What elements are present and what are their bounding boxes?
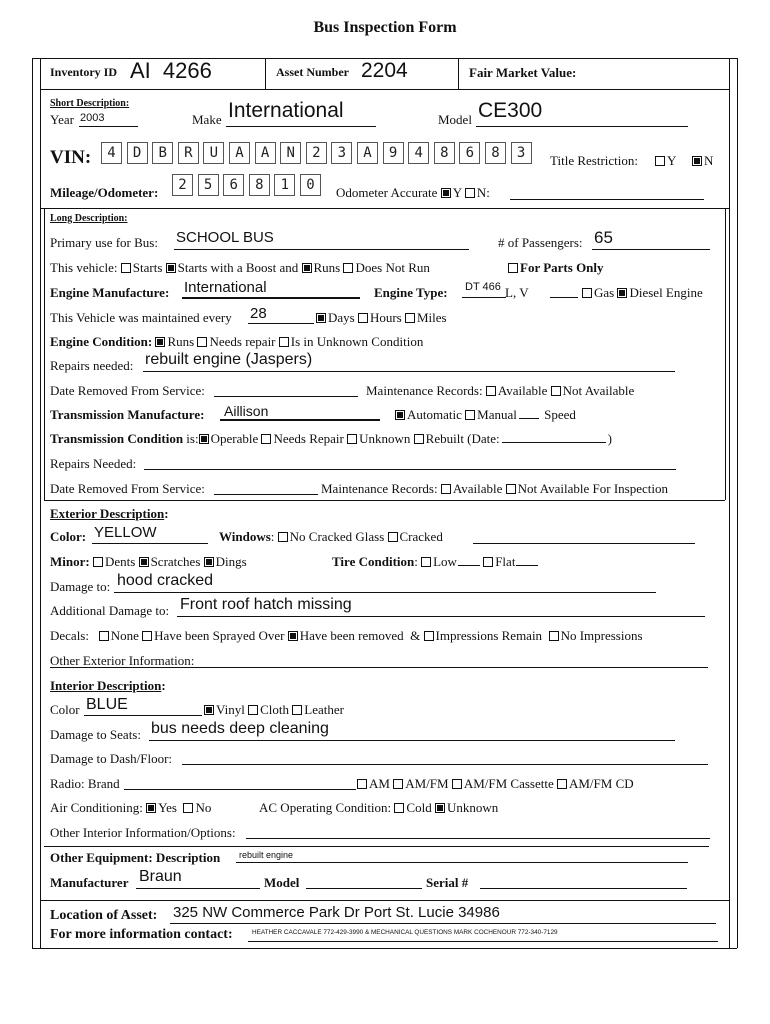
engine-manufacture-label: Engine Manufacture:	[50, 285, 170, 300]
odometer-digit-box: 6	[223, 174, 244, 196]
additional-damage-label: Additional Damage to:	[50, 603, 170, 618]
decals-none-checkbox[interactable]	[99, 631, 109, 641]
interior-color-line	[84, 715, 202, 716]
ac-unknown-checkbox[interactable]	[435, 803, 445, 813]
impressions-remain-checkbox[interactable]	[424, 631, 434, 641]
windows-row: Windows: No Cracked Glass Cracked	[219, 529, 443, 544]
damage-to-line	[114, 592, 656, 593]
vin-char-box: 6	[459, 142, 480, 164]
asset-number-label: Asset Number	[276, 65, 349, 79]
air-conditioning-row: Air Conditioning: Yes No	[50, 800, 212, 815]
no-cracked-glass-checkbox[interactable]	[278, 532, 288, 542]
maintained-units: Days Hours Miles	[316, 310, 447, 326]
damage-to-label: Damage to:	[50, 579, 111, 594]
contact-label: For more information contact:	[50, 927, 233, 942]
make-line	[226, 126, 376, 127]
inventory-id-label: Inventory ID	[50, 65, 118, 79]
damage-to-seats-label: Damage to Seats:	[50, 727, 141, 742]
hours-checkbox[interactable]	[358, 313, 368, 323]
records-available-checkbox[interactable]	[486, 386, 496, 396]
primary-use-label: Primary use for Bus:	[50, 235, 158, 250]
cracked-checkbox[interactable]	[388, 532, 398, 542]
year-value: 2003	[80, 112, 105, 124]
asset-number-value: 2204	[361, 59, 408, 82]
contact-value: HEATHER CACCAVALE 772-429-3990 & MECHANICAL QUESTIONS MARK COCHENOUR 772-340-7129	[252, 929, 558, 936]
repairs-needed-label: Repairs needed:	[50, 358, 134, 373]
passengers-value: 65	[594, 228, 613, 247]
vin-char-box: 2	[306, 142, 327, 164]
records-2-not-available-checkbox[interactable]	[506, 484, 516, 494]
repairs-needed-2-line	[144, 469, 676, 470]
cloth-checkbox[interactable]	[248, 705, 258, 715]
engine-unknown-checkbox[interactable]	[279, 337, 289, 347]
date-removed-2-label: Date Removed From Service:	[50, 481, 205, 496]
title-restriction-n-checkbox[interactable]	[692, 156, 702, 166]
vin-char-box: 3	[331, 142, 352, 164]
maintenance-records-2-row: Maintenance Records: Available Not Available For Inspection	[321, 481, 668, 496]
odometer-digit-box: 0	[300, 174, 321, 196]
damage-to-seats-line	[149, 740, 675, 741]
amfm-cassette-checkbox[interactable]	[452, 779, 462, 789]
header-div-2	[458, 58, 459, 89]
title-restriction-y[interactable]: Y	[655, 153, 676, 169]
interior-color-label: Color	[50, 702, 80, 717]
model-line	[476, 126, 688, 127]
engine-manufacture-value: International	[184, 279, 267, 296]
primary-use-line	[174, 249, 469, 250]
passengers-label: # of Passengers:	[498, 235, 583, 250]
automatic-checkbox[interactable]	[395, 410, 405, 420]
serial-line	[480, 888, 687, 889]
long-description-heading: Long Description:	[50, 213, 128, 224]
transmission-condition-row: Transmission Condition is: Operable Needs Repair Unknown Rebuilt (Date: )	[50, 431, 613, 446]
maintained-value: 28	[250, 305, 267, 322]
other-interior-line	[246, 838, 710, 839]
maintained-line	[248, 323, 314, 324]
year-line	[79, 126, 138, 127]
other-equipment-value: rebuilt engine	[239, 850, 294, 860]
decals-sprayed-checkbox[interactable]	[142, 631, 152, 641]
title-restriction-y-checkbox[interactable]	[655, 156, 665, 166]
manufacturer-line	[136, 888, 260, 889]
other-equipment-label: Other Equipment: Description	[50, 850, 221, 865]
vin-char-box: A	[229, 142, 250, 164]
diesel-checkbox[interactable]	[617, 288, 627, 298]
ac-no-checkbox[interactable]	[183, 803, 193, 813]
days-checkbox[interactable]	[316, 313, 326, 323]
location-label: Location of Asset:	[50, 908, 158, 923]
inventory-id-value: AI 4266	[130, 58, 212, 83]
transmission-manufacture-value: Aillison	[224, 403, 269, 419]
cracked-line	[473, 543, 695, 544]
repairs-needed-2-label: Repairs Needed:	[50, 456, 137, 471]
frame-left-inner	[40, 58, 41, 948]
trans-needs-repair-checkbox[interactable]	[261, 434, 271, 444]
date-removed-label: Date Removed From Service:	[50, 383, 205, 398]
header-bottom	[40, 89, 729, 90]
operable-checkbox[interactable]	[199, 434, 209, 444]
equip-bottom	[40, 900, 729, 901]
vehicle-status-row: This vehicle: Starts Starts with a Boost and Runs Does Not Run	[50, 260, 430, 275]
starts-checkbox[interactable]	[121, 263, 131, 273]
vin-char-box: A	[255, 142, 276, 164]
additional-damage-value: Front roof hatch missing	[180, 596, 352, 613]
location-value: 325 NW Commerce Park Dr Port St. Lucie 34986	[173, 904, 500, 921]
radio-options-row: AM AM/FM AM/FM Cassette AM/FM CD	[357, 776, 634, 792]
interior-color-value: BLUE	[86, 696, 128, 713]
minor-row: Minor: Dents Scratches Dings	[50, 554, 247, 569]
for-parts-only-checkbox[interactable]	[508, 263, 518, 273]
for-parts-only[interactable]: For Parts Only	[508, 260, 604, 276]
vin-char-box: D	[127, 142, 148, 164]
vin-char-box: R	[178, 142, 199, 164]
rebuilt-checkbox[interactable]	[414, 434, 424, 444]
repairs-needed-value: rebuilt engine (Jaspers)	[145, 351, 313, 368]
short-description-heading: Short Description:	[50, 98, 130, 109]
equipment-model-label: Model	[264, 875, 300, 890]
interior-heading: Interior Description:	[50, 678, 166, 693]
lv-label: L, V	[505, 285, 529, 300]
title-restriction-n[interactable]: N	[692, 153, 713, 169]
fair-market-value-label: Fair Market Value:	[469, 65, 577, 80]
model-label: Model	[438, 112, 472, 127]
other-interior-label: Other Interior Information/Options:	[50, 825, 236, 840]
trans-unknown-checkbox[interactable]	[347, 434, 357, 444]
vin-char-box: A	[357, 142, 378, 164]
engine-type-label: Engine Type:	[374, 285, 448, 300]
leather-checkbox[interactable]	[292, 705, 302, 715]
records-2-available-checkbox[interactable]	[441, 484, 451, 494]
short-bottom	[40, 208, 729, 209]
frame-right-outer	[737, 58, 738, 948]
engine-type-line	[462, 297, 506, 298]
amfm-checkbox[interactable]	[393, 779, 403, 789]
vin-label: VIN:	[50, 147, 92, 168]
radio-brand-line	[124, 789, 356, 790]
odometer-digit-box: 1	[274, 174, 295, 196]
vin-char-box: 4	[408, 142, 429, 164]
odometer-accurate-n-checkbox[interactable]	[465, 188, 475, 198]
exterior-color-line	[92, 543, 208, 544]
make-value: International	[228, 99, 344, 122]
maintenance-records-row: Maintenance Records: Available Not Available	[366, 383, 635, 398]
ac-yes-checkbox[interactable]	[146, 803, 156, 813]
form-title: Bus Inspection Form	[313, 19, 457, 36]
no-impressions-checkbox[interactable]	[549, 631, 559, 641]
engine-runs-checkbox[interactable]	[155, 337, 165, 347]
runs-checkbox[interactable]	[302, 263, 312, 273]
interior-bottom	[44, 846, 709, 847]
vin-char-box: B	[152, 142, 173, 164]
vin-char-box: 9	[383, 142, 404, 164]
vinyl-checkbox[interactable]	[204, 705, 214, 715]
model-value: CE300	[478, 99, 543, 122]
vin-char-box: 8	[485, 142, 506, 164]
ac-operating-row: AC Operating Condition: Cold Unknown	[259, 800, 499, 815]
gas-checkbox[interactable]	[582, 288, 592, 298]
long-box-right	[725, 208, 726, 500]
frame-left-outer	[32, 58, 33, 948]
other-exterior-label: Other Exterior Information:	[50, 653, 195, 668]
manual-checkbox[interactable]	[465, 410, 475, 420]
tire-flat-checkbox[interactable]	[483, 557, 493, 567]
damage-to-seats-value: bus needs deep cleaning	[151, 720, 329, 737]
odometer-accurate-label: Odometer Accurate Y N:	[336, 185, 490, 200]
gas-option[interactable]: Gas Diesel Engine	[582, 285, 703, 301]
odometer-digit-box: 2	[172, 174, 193, 196]
records-not-available-checkbox[interactable]	[551, 386, 561, 396]
radio-brand-label: Radio: Brand	[50, 776, 120, 791]
lv-line	[550, 297, 578, 298]
transmission-type-row: Automatic Manual Speed	[395, 407, 576, 423]
dings-checkbox[interactable]	[204, 557, 214, 567]
engine-condition-row: Engine Condition: Runs Needs repair Is in Unknown Condition	[50, 334, 424, 349]
damage-to-value: hood cracked	[117, 572, 214, 589]
long-box-bottom	[44, 500, 725, 501]
transmission-manufacture-label: Transmission Manufacture:	[50, 407, 205, 422]
transmission-manufacture-line	[220, 419, 380, 421]
header-div-1	[265, 58, 266, 89]
exterior-color-value: YELLOW	[94, 524, 157, 541]
additional-damage-line	[177, 616, 705, 617]
passengers-line	[592, 249, 710, 250]
does-not-run-checkbox[interactable]	[343, 263, 353, 273]
other-exterior-line	[50, 667, 708, 668]
engine-manufacture-line	[182, 297, 360, 299]
other-equipment-line	[236, 862, 688, 863]
interior-material-row: Vinyl Cloth Leather	[204, 702, 344, 718]
serial-label: Serial #	[426, 875, 469, 890]
maintained-label: This Vehicle was maintained every	[50, 310, 232, 325]
odometer-digit-box: 5	[198, 174, 219, 196]
year-label: Year	[50, 112, 74, 127]
ac-cold-checkbox[interactable]	[394, 803, 404, 813]
location-line	[170, 923, 716, 924]
manufacturer-label: Manufacturer	[50, 875, 129, 890]
miles-checkbox[interactable]	[405, 313, 415, 323]
date-removed-2-line	[214, 494, 318, 495]
vin-char-box: U	[203, 142, 224, 164]
exterior-heading: Exterior Description:	[50, 506, 169, 521]
vin-char-box: 8	[434, 142, 455, 164]
dents-checkbox[interactable]	[93, 557, 103, 567]
amfm-cd-checkbox[interactable]	[557, 779, 567, 789]
engine-type-value: DT 466	[465, 281, 501, 293]
tire-low-checkbox[interactable]	[421, 557, 431, 567]
title-restriction-label: Title Restriction:	[550, 153, 638, 168]
decals-removed-checkbox[interactable]	[288, 631, 298, 641]
scratches-checkbox[interactable]	[139, 557, 149, 567]
odometer-n-line	[510, 199, 704, 200]
primary-use-value: SCHOOL BUS	[176, 229, 274, 246]
am-checkbox[interactable]	[357, 779, 367, 789]
engine-needs-repair-checkbox[interactable]	[197, 337, 207, 347]
date-removed-line	[214, 396, 358, 397]
exterior-color-label: Color:	[50, 529, 87, 544]
frame-right-inner	[729, 58, 730, 948]
odometer-accurate-y-checkbox[interactable]	[441, 188, 451, 198]
mileage-label: Mileage/Odometer:	[50, 185, 159, 200]
repairs-needed-line	[143, 371, 675, 372]
manufacturer-value: Braun	[139, 868, 182, 885]
starts-with-boost-checkbox[interactable]	[166, 263, 176, 273]
decals-row: Decals: None Have been Sprayed Over Have been removed & Impressions Remain No Impressions	[50, 628, 643, 643]
damage-to-dash-line	[182, 764, 708, 765]
equipment-model-line	[306, 888, 422, 889]
frame-bottom	[32, 948, 737, 949]
odometer-digit-box: 8	[249, 174, 270, 196]
tire-condition-row: Tire Condition: Low Flat	[332, 554, 538, 570]
vin-char-box: 4	[101, 142, 122, 164]
make-label: Make	[192, 112, 222, 127]
long-box-left	[44, 208, 45, 500]
contact-line	[248, 941, 718, 942]
damage-to-dash-label: Damage to Dash/Floor:	[50, 751, 173, 766]
vin-char-box: 3	[511, 142, 532, 164]
vin-char-box: N	[280, 142, 301, 164]
